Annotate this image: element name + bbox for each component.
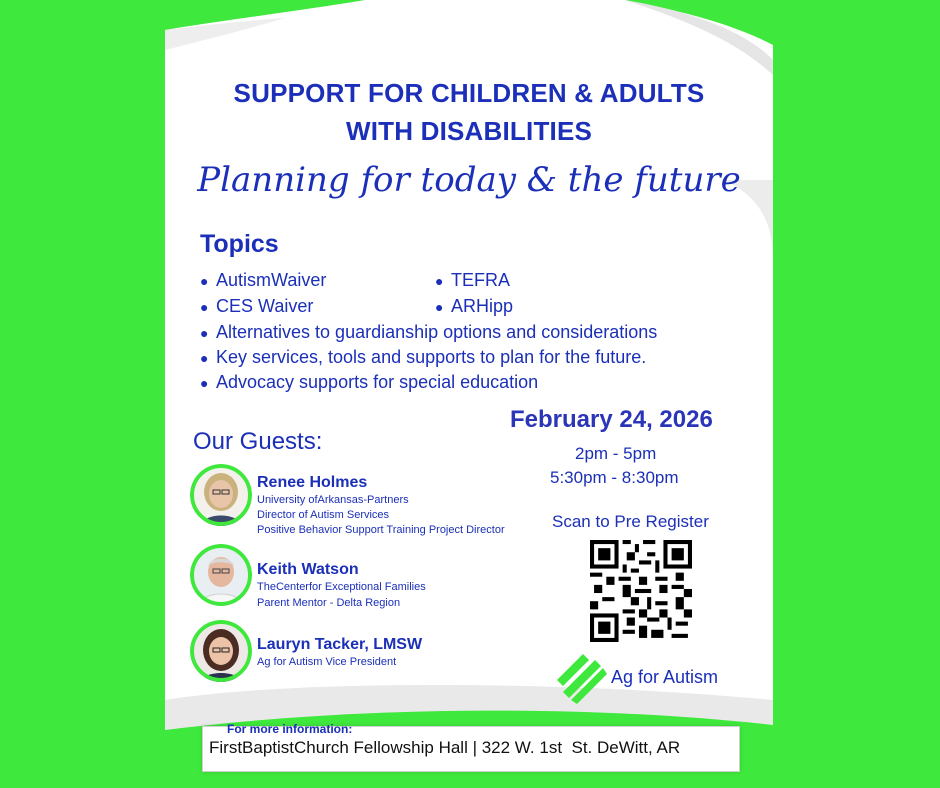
venue-address: FirstBaptistChurch Fellowship Hall | 322 W. 1st St. DeWitt, AR <box>209 738 681 757</box>
event-time-2: 5:30pm - 8:30pm <box>550 468 679 487</box>
guest-detail: Ag for Autism Vice President <box>257 656 397 668</box>
qr-code[interactable] <box>590 540 692 642</box>
guest-detail: Parent Mentor - Delta Region <box>257 597 401 609</box>
guest-name: Lauryn Tacker, LMSW <box>257 636 423 653</box>
event-date: February 24, 2026 <box>510 406 713 433</box>
subtitle: Planning for today & the future <box>197 160 741 200</box>
avatar <box>190 544 252 606</box>
topics-heading: Topics <box>200 230 279 258</box>
topic-item: ● Alternatives to guardianship options and considerations <box>200 322 658 342</box>
guest-detail: University ofArkansas-Partners <box>257 494 409 506</box>
guest-detail: Director of Autism Services <box>257 509 390 521</box>
avatar <box>190 620 252 682</box>
title-line-2: WITH DISABILITIES <box>345 116 593 146</box>
guest-name: Keith Watson <box>257 561 359 578</box>
guest-detail: TheCenterfor Exceptional Families <box>257 581 426 593</box>
topic-item: ● ARHipp <box>435 296 514 316</box>
title-line-1: SUPPORT FOR CHILDREN & ADULTS <box>233 78 705 108</box>
guest-detail: Positive Behavior Support Training Project Director <box>257 524 505 536</box>
logo-text: Ag for Autism <box>611 667 719 687</box>
avatar <box>190 464 252 526</box>
guest-name: Renee Holmes <box>257 474 368 491</box>
topic-item: ● CES Waiver <box>200 296 314 316</box>
scan-label: Scan to Pre Register <box>552 512 709 531</box>
topic-item: ● Advocacy supports for special education <box>200 372 539 392</box>
ag-for-autism-logo-icon <box>553 650 609 706</box>
topic-item: ● TEFRA <box>435 270 511 290</box>
event-time-1: 2pm - 5pm <box>575 444 657 463</box>
topic-item: ● AutismWaiver <box>200 270 327 290</box>
topic-item: ● Key services, tools and supports to plan for the future. <box>200 347 647 367</box>
guests-heading: Our Guests: <box>193 428 323 455</box>
flyer <box>165 0 773 788</box>
info-heading: For more information: <box>227 722 353 736</box>
